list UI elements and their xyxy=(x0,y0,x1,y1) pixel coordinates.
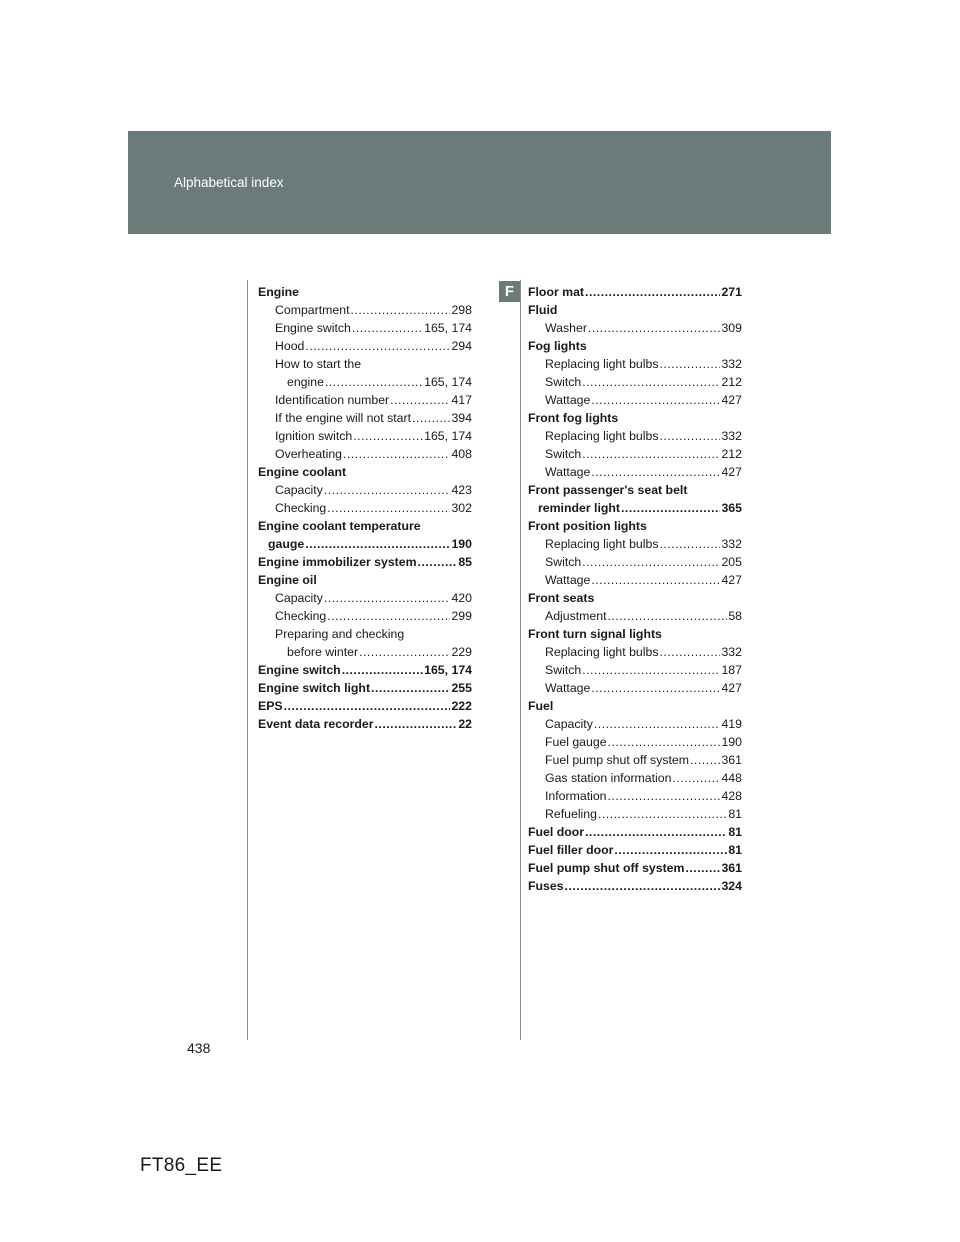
dot-leader xyxy=(614,841,727,859)
index-page-ref: 22 xyxy=(458,717,472,731)
dot-leader xyxy=(343,445,450,463)
index-term: Hood xyxy=(275,339,305,353)
index-term: Capacity xyxy=(275,483,323,497)
dot-leader xyxy=(591,391,720,409)
index-page-ref: 420 xyxy=(451,591,472,605)
dot-leader xyxy=(582,661,720,679)
index-term: Wattage xyxy=(545,573,591,587)
index-entry xyxy=(528,625,742,643)
dot-leader xyxy=(659,643,720,661)
dot-leader xyxy=(390,391,450,409)
dot-leader xyxy=(672,769,720,787)
index-page-ref: 427 xyxy=(721,393,742,407)
index-term: EPS xyxy=(258,699,283,713)
index-subentry xyxy=(258,373,472,391)
dot-leader xyxy=(412,409,450,427)
dot-leader xyxy=(608,787,721,805)
index-page-ref: 298 xyxy=(451,303,472,317)
index-term: before winter xyxy=(287,645,359,659)
index-entry xyxy=(258,679,472,697)
index-entry xyxy=(258,697,472,715)
index-subentry xyxy=(258,625,472,643)
index-term: Replacing light bulbs xyxy=(545,645,659,659)
dot-leader xyxy=(327,607,450,625)
index-page-ref: 332 xyxy=(721,537,742,551)
index-page-ref: 190 xyxy=(721,735,742,749)
index-page-ref: 190 xyxy=(451,537,472,551)
index-subentry xyxy=(528,373,742,391)
index-entry xyxy=(258,661,472,679)
index-term: Capacity xyxy=(275,591,323,605)
dot-leader xyxy=(305,337,450,355)
dot-leader xyxy=(685,859,720,877)
index-subentry xyxy=(528,643,742,661)
index-subentry xyxy=(258,589,472,607)
index-term: Floor mat xyxy=(528,285,585,299)
index-subentry xyxy=(528,679,742,697)
dot-leader xyxy=(353,427,423,445)
index-subentry xyxy=(528,733,742,751)
index-subentry xyxy=(528,553,742,571)
index-subentry xyxy=(258,409,472,427)
dot-leader xyxy=(591,679,720,697)
index-term: Engine switch xyxy=(275,321,351,335)
dot-leader xyxy=(594,715,721,733)
index-page-ref: 332 xyxy=(721,645,742,659)
dot-leader xyxy=(284,697,451,715)
dot-leader xyxy=(591,463,720,481)
dot-leader xyxy=(659,427,720,445)
index-page-ref: 332 xyxy=(721,429,742,443)
index-page-ref: 212 xyxy=(721,375,742,389)
index-page-ref: 271 xyxy=(721,285,742,299)
index-page-ref: 294 xyxy=(451,339,472,353)
index-term: Overheating xyxy=(275,447,342,461)
index-term: Front turn signal lights xyxy=(528,627,662,641)
index-page-ref: 85 xyxy=(458,555,472,569)
index-page-ref: 299 xyxy=(451,609,472,623)
index-page-ref: 205 xyxy=(721,555,742,569)
footer-code: FT86_EE xyxy=(140,1155,223,1176)
index-page-ref: 222 xyxy=(451,699,472,713)
index-page-ref: 58 xyxy=(728,609,742,623)
index-subentry xyxy=(258,337,472,355)
index-entry xyxy=(528,859,742,877)
index-entry xyxy=(528,589,742,607)
dot-leader xyxy=(565,877,721,895)
index-subentry xyxy=(258,445,472,463)
index-term: Washer xyxy=(545,321,587,335)
dot-leader xyxy=(591,571,720,589)
index-subentry xyxy=(258,319,472,337)
middle-column-divider xyxy=(520,280,521,1040)
index-subentry xyxy=(528,661,742,679)
index-entry xyxy=(528,301,742,319)
index-page-ref: 165, 174 xyxy=(424,321,472,335)
index-column-right xyxy=(528,283,742,895)
index-entry xyxy=(258,553,472,571)
index-term: Preparing and checking xyxy=(275,627,405,641)
dot-leader xyxy=(659,355,720,373)
index-subentry xyxy=(528,391,742,409)
index-term: Identification number xyxy=(275,393,390,407)
dot-leader xyxy=(327,499,450,517)
index-term: Ignition switch xyxy=(275,429,353,443)
index-page-ref: 428 xyxy=(721,789,742,803)
index-subentry xyxy=(528,571,742,589)
index-term: Front position lights xyxy=(528,519,647,533)
header-bar xyxy=(128,131,831,234)
index-subentry xyxy=(528,769,742,787)
index-entry xyxy=(258,463,472,481)
left-column-divider xyxy=(247,280,248,1040)
section-letter-tab: F xyxy=(499,281,520,302)
index-entry xyxy=(528,409,742,427)
index-subentry xyxy=(258,607,472,625)
index-term: Engine coolant temperature xyxy=(258,519,421,533)
dot-leader xyxy=(621,499,720,517)
index-page-ref: 81 xyxy=(728,843,742,857)
dot-leader xyxy=(659,535,720,553)
index-page-ref: 165, 174 xyxy=(424,663,472,677)
dot-leader xyxy=(608,607,728,625)
dot-leader xyxy=(325,373,423,391)
index-term: Checking xyxy=(275,501,327,515)
dot-leader xyxy=(582,445,720,463)
index-entry xyxy=(528,877,742,895)
dot-leader xyxy=(585,823,727,841)
index-entry xyxy=(528,337,742,355)
dot-leader xyxy=(352,319,423,337)
index-term: Gas station information xyxy=(545,771,672,785)
index-term: Replacing light bulbs xyxy=(545,537,659,551)
index-term: Engine xyxy=(258,285,299,299)
index-term: reminder light xyxy=(538,501,620,515)
dot-leader xyxy=(608,733,721,751)
index-term: Refueling xyxy=(545,807,597,821)
index-page-ref: 394 xyxy=(451,411,472,425)
index-subentry xyxy=(528,715,742,733)
dot-leader xyxy=(351,301,451,319)
index-subentry xyxy=(528,355,742,373)
index-subentry xyxy=(528,499,742,517)
index-term: Fuel xyxy=(528,699,554,713)
index-entry xyxy=(528,517,742,535)
index-term: Wattage xyxy=(545,465,591,479)
index-page-ref: 423 xyxy=(451,483,472,497)
index-term: Fog lights xyxy=(528,339,587,353)
dot-leader xyxy=(375,715,458,733)
index-entry xyxy=(258,571,472,589)
index-term: Capacity xyxy=(545,717,593,731)
index-term: gauge xyxy=(268,537,305,551)
index-term: Switch xyxy=(545,663,582,677)
index-page-ref: 365 xyxy=(721,501,742,515)
dot-leader xyxy=(359,643,450,661)
index-page-ref: 427 xyxy=(721,681,742,695)
index-term: Adjustment xyxy=(545,609,607,623)
index-subentry xyxy=(258,355,472,373)
index-entry xyxy=(258,715,472,733)
index-term: Engine switch light xyxy=(258,681,371,695)
index-page-ref: 361 xyxy=(721,861,742,875)
index-page-ref: 419 xyxy=(721,717,742,731)
index-term: Front seats xyxy=(528,591,595,605)
index-page-ref: 324 xyxy=(721,879,742,893)
index-term: Front passenger's seat belt xyxy=(528,483,688,497)
index-subentry xyxy=(258,499,472,517)
index-term: Event data recorder xyxy=(258,717,374,731)
dot-leader xyxy=(342,661,423,679)
index-term: Checking xyxy=(275,609,327,623)
dot-leader xyxy=(371,679,450,697)
index-term: Replacing light bulbs xyxy=(545,429,659,443)
index-subentry xyxy=(528,445,742,463)
dot-leader xyxy=(305,535,450,553)
index-subentry xyxy=(258,643,472,661)
index-page-ref: 417 xyxy=(451,393,472,407)
index-term: Switch xyxy=(545,555,582,569)
index-subentry xyxy=(528,751,742,769)
index-term: Fuel door xyxy=(528,825,585,839)
index-term: Fuel pump shut off system xyxy=(545,753,689,767)
page-number: 438 xyxy=(187,1040,211,1056)
index-subentry xyxy=(528,787,742,805)
index-subentry xyxy=(258,481,472,499)
index-subentry xyxy=(258,391,472,409)
index-entry xyxy=(258,517,472,535)
index-entry xyxy=(528,841,742,859)
index-page-ref: 302 xyxy=(451,501,472,515)
index-entry xyxy=(528,823,742,841)
dot-leader xyxy=(582,553,720,571)
index-page-ref: 187 xyxy=(721,663,742,677)
index-page-ref: 309 xyxy=(721,321,742,335)
index-subentry xyxy=(528,535,742,553)
index-entry xyxy=(528,697,742,715)
index-page-ref: 255 xyxy=(451,681,472,695)
index-term: Compartment xyxy=(275,303,350,317)
index-page-ref: 81 xyxy=(728,807,742,821)
index-term: Engine immobilizer system xyxy=(258,555,417,569)
dot-leader xyxy=(598,805,727,823)
index-term: Switch xyxy=(545,375,582,389)
dot-leader xyxy=(582,373,720,391)
index-term: How to start the xyxy=(275,357,362,371)
index-term: Switch xyxy=(545,447,582,461)
index-page-ref: 427 xyxy=(721,465,742,479)
index-entry xyxy=(258,283,472,301)
dot-leader xyxy=(588,319,721,337)
dot-leader xyxy=(324,589,451,607)
index-subentry xyxy=(528,805,742,823)
index-entry xyxy=(528,481,742,499)
index-term: Fuel gauge xyxy=(545,735,607,749)
index-page-ref: 361 xyxy=(721,753,742,767)
index-term: Information xyxy=(545,789,607,803)
index-page-ref: 229 xyxy=(451,645,472,659)
index-term: Wattage xyxy=(545,681,591,695)
dot-leader xyxy=(585,283,720,301)
index-term: engine xyxy=(287,375,324,389)
index-subentry xyxy=(528,463,742,481)
dot-leader xyxy=(418,553,458,571)
index-term: Fuses xyxy=(528,879,564,893)
index-page-ref: 408 xyxy=(451,447,472,461)
index-subentry xyxy=(528,427,742,445)
index-entry xyxy=(528,283,742,301)
page-title: Alphabetical index xyxy=(174,175,284,190)
index-page-ref: 165, 174 xyxy=(424,429,472,443)
index-term: Front fog lights xyxy=(528,411,619,425)
index-term: Fuel filler door xyxy=(528,843,614,857)
index-term: Wattage xyxy=(545,393,591,407)
index-subentry xyxy=(258,301,472,319)
index-subentry xyxy=(528,319,742,337)
index-term: If the engine will not start xyxy=(275,411,412,425)
index-column-left xyxy=(258,283,472,733)
index-page-ref: 332 xyxy=(721,357,742,371)
index-page-ref: 81 xyxy=(728,825,742,839)
dot-leader xyxy=(690,751,720,769)
index-term: Fluid xyxy=(528,303,558,317)
index-term: Replacing light bulbs xyxy=(545,357,659,371)
index-term: Engine switch xyxy=(258,663,341,677)
dot-leader xyxy=(324,481,451,499)
index-term: Fuel pump shut off system xyxy=(528,861,685,875)
index-page-ref: 212 xyxy=(721,447,742,461)
index-page-ref: 427 xyxy=(721,573,742,587)
index-subentry xyxy=(528,607,742,625)
index-subentry xyxy=(258,427,472,445)
index-page-ref: 448 xyxy=(721,771,742,785)
index-subentry xyxy=(258,535,472,553)
index-term: Engine oil xyxy=(258,573,317,587)
index-page-ref: 165, 174 xyxy=(424,375,472,389)
index-term: Engine coolant xyxy=(258,465,347,479)
